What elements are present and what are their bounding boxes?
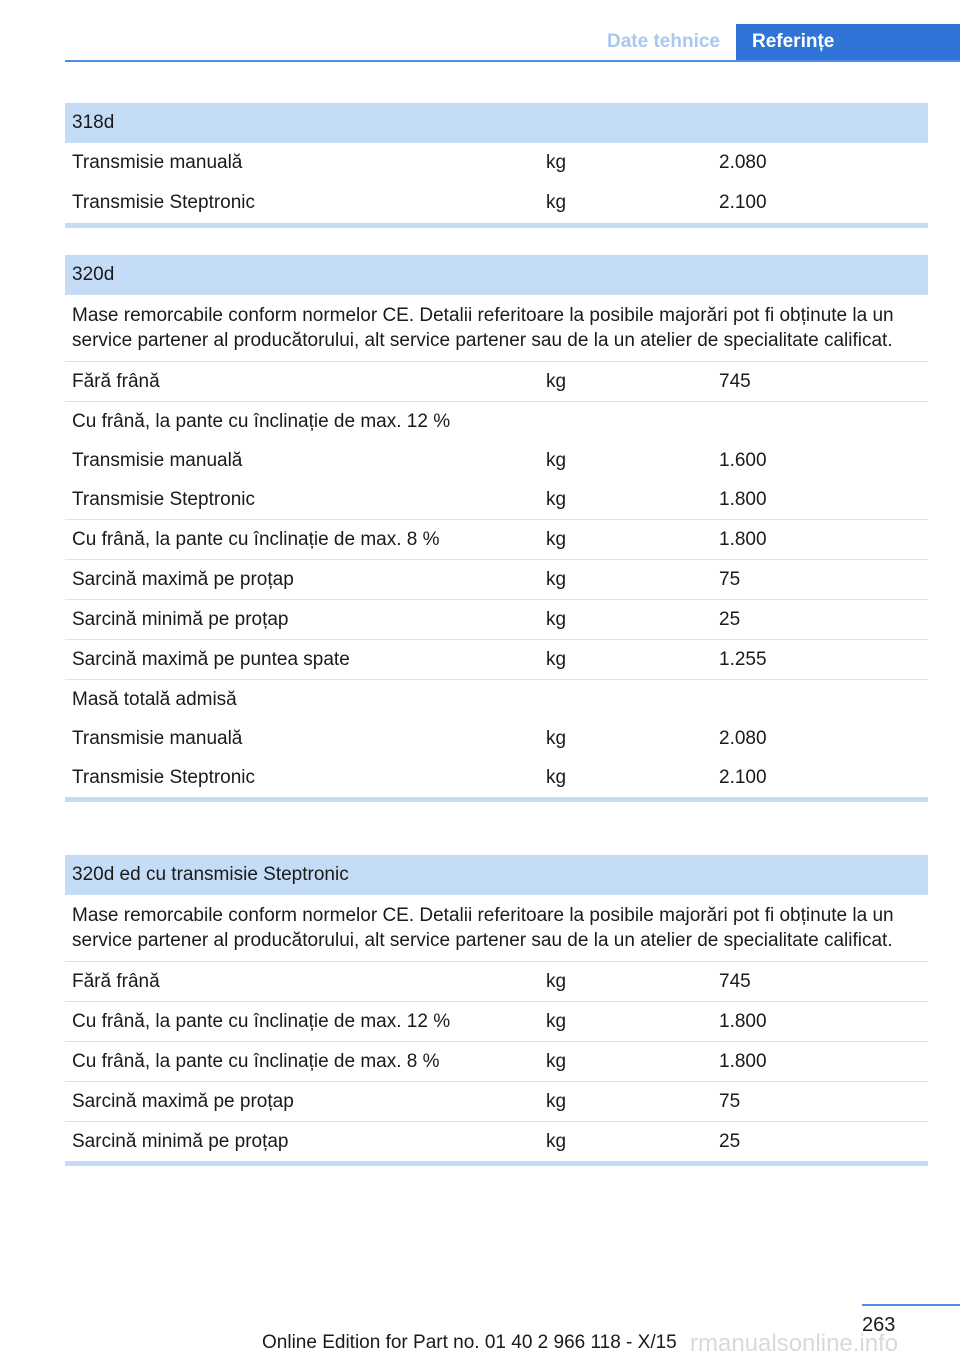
row-unit: kg (546, 1091, 567, 1112)
row-unit: kg (546, 529, 567, 550)
row-label: Transmisie manuală (72, 152, 243, 173)
row-unit: kg (546, 371, 567, 392)
row-value: 1.800 (719, 489, 767, 510)
table-320d-ed (65, 855, 928, 1166)
row-unit: kg (546, 450, 567, 471)
row-label: Fără frână (72, 971, 160, 992)
table-row (65, 441, 928, 480)
page-number: 263 (862, 1304, 960, 1337)
row-value: 2.080 (719, 152, 767, 173)
row-unit: kg (546, 1011, 567, 1032)
watermark: rmanualsonline.info (690, 1330, 899, 1357)
table-row (65, 361, 928, 401)
row-unit: kg (546, 971, 567, 992)
row-unit: kg (546, 192, 567, 213)
row-label: Transmisie manuală (72, 450, 243, 471)
table-row (65, 1001, 928, 1041)
table-title: 318d (65, 103, 928, 143)
table-title: 320d (65, 255, 928, 295)
table-title: 320d ed cu transmisie Steptronic (65, 855, 928, 895)
row-label: Sarcină maximă pe proțap (72, 1091, 294, 1112)
table-note: Mase remorcabile conform normelor CE. Detalii referitoare la posibile majorări pot fi obținute la un service partener al producătorului, alt service partener sau de la un atelier de specialitate calificat. (72, 305, 894, 351)
row-unit: kg (546, 489, 567, 510)
page-header (65, 24, 960, 62)
table-row (65, 1081, 928, 1121)
row-value: 1.255 (719, 649, 767, 670)
table-row (65, 519, 928, 559)
row-value: 75 (719, 1091, 741, 1112)
row-value: 1.800 (719, 1051, 767, 1072)
footer-edition-text: Online Edition for Part no. 01 40 2 966 118 - X/15 (262, 1332, 677, 1353)
table-row (65, 480, 928, 519)
table-row (65, 1121, 928, 1161)
row-label: Cu frână, la pante cu înclinație de max. 12 % (72, 411, 451, 432)
row-label: Sarcină minimă pe proțap (72, 1131, 289, 1152)
table-row (65, 719, 928, 758)
row-unit: kg (546, 1131, 567, 1152)
table-row (65, 143, 928, 183)
row-label: Cu frână, la pante cu înclinație de max. 8 % (72, 1051, 440, 1072)
row-label: Cu frână, la pante cu înclinație de max. 12 % (72, 1011, 451, 1032)
table-row (65, 961, 928, 1001)
row-label: Fără frână (72, 371, 160, 392)
row-unit: kg (546, 609, 567, 630)
row-label: Sarcină maximă pe puntea spate (72, 649, 350, 670)
row-label: Sarcină maximă pe proțap (72, 569, 294, 590)
row-unit: kg (546, 767, 567, 788)
table-row (65, 401, 928, 441)
header-section-title: Date tehnice (607, 31, 720, 52)
header-tab-references[interactable]: Referințe (736, 24, 960, 60)
row-value: 1.800 (719, 529, 767, 550)
row-unit: kg (546, 569, 567, 590)
table-row (65, 599, 928, 639)
row-label: Cu frână, la pante cu înclinație de max. 8 % (72, 529, 440, 550)
table-320d (65, 255, 928, 802)
row-label: Masă totală admisă (72, 689, 237, 710)
row-label: Transmisie manuală (72, 728, 243, 749)
table-note: Mase remorcabile conform normelor CE. Detalii referitoare la posibile majorări pot fi obținute la un service partener al producătorului, alt service partener sau de la un atelier de specialitate calificat. (72, 905, 894, 951)
table-row (65, 679, 928, 719)
row-unit: kg (546, 152, 567, 173)
row-value: 25 (719, 609, 741, 630)
row-value: 745 (719, 371, 751, 392)
row-value: 25 (719, 1131, 741, 1152)
row-value: 2.080 (719, 728, 767, 749)
table-row (65, 1041, 928, 1081)
row-value: 745 (719, 971, 751, 992)
row-label: Transmisie Steptronic (72, 489, 256, 510)
row-value: 2.100 (719, 192, 767, 213)
row-value: 1.800 (719, 1011, 767, 1032)
row-label: Transmisie Steptronic (72, 767, 256, 788)
row-value: 2.100 (719, 767, 767, 788)
table-end-bar (65, 223, 928, 228)
row-label: Transmisie Steptronic (72, 192, 256, 213)
row-value: 75 (719, 569, 741, 590)
table-row (65, 559, 928, 599)
table-318d (65, 103, 928, 228)
table-row (65, 758, 928, 797)
row-unit: kg (546, 728, 567, 749)
table-row (65, 183, 928, 223)
row-label: Sarcină minimă pe proțap (72, 609, 289, 630)
table-row (65, 639, 928, 679)
row-value: 1.600 (719, 450, 767, 471)
row-unit: kg (546, 649, 567, 670)
row-unit: kg (546, 1051, 567, 1072)
